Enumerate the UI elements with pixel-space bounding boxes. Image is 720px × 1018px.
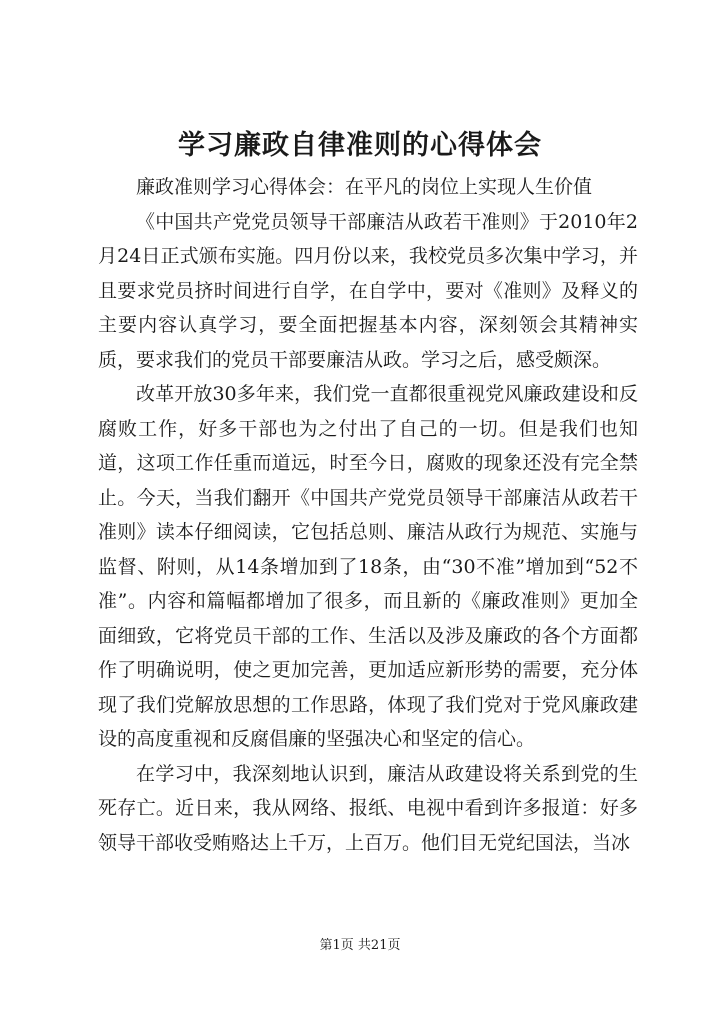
document-title: 学习廉政自律准则的心得体会 (178, 130, 542, 161)
document-body (98, 170, 638, 860)
paragraph-2: 改革开放30多年来，我们党一直都很重视党风廉政建设和反腐败工作，好多干部也为之付出了自己的一切。但是我们也知道，这项工作任重而道远，时至今日，腐败的现象还没有完全禁止。今天，当我们翻开《中国共产党党员领导干部廉洁从政若干准则》读本仔细阅读，它包括总则、廉洁从政行为规范、实施与监督、附则，从14条增加到了18条，由“30不准”增加到“52不准”。内容和篇幅都增加了很多，而且新的《廉政准则》更加全面细致，它将党员干部的工作、生活以及涉及廉政的各个方面都作了明确说明，使之更加完善，更加适应新形势的需要，充分体现了我们党解放思想的工作思路，体现了我们党对于党风廉政建设的高度重视和反腐倡廉的坚强决心和坚定的信心。 (98, 383, 638, 750)
paragraph-3: 在学习中，我深刻地认识到，廉洁从政建设将关系到党的生死存亡。近日来，我从网络、报纸、电视中看到许多报道：好多领导干部收受贿赂达上千万，上百万。他们目无党纪国法，当冰 (98, 762, 638, 854)
document-subtitle: 廉政准则学习心得体会：在平凡的岗位上实现人生价值 (136, 176, 593, 198)
page-number-footer: 第1页 共21页 (319, 938, 401, 953)
paragraph-1: 《中国共产党党员领导干部廉洁从政若干准则》于2010年2月24日正式颁布实施。四月份以来，我校党员多次集中学习，并且要求党员挤时间进行自学，在自学中，要对《准则》及释义的主要内容认真学习，要全面把握基本内容，深刻领会其精神实质，要求我们的党员干部要廉洁从政。学习之后，感受颇深。 (98, 210, 638, 371)
